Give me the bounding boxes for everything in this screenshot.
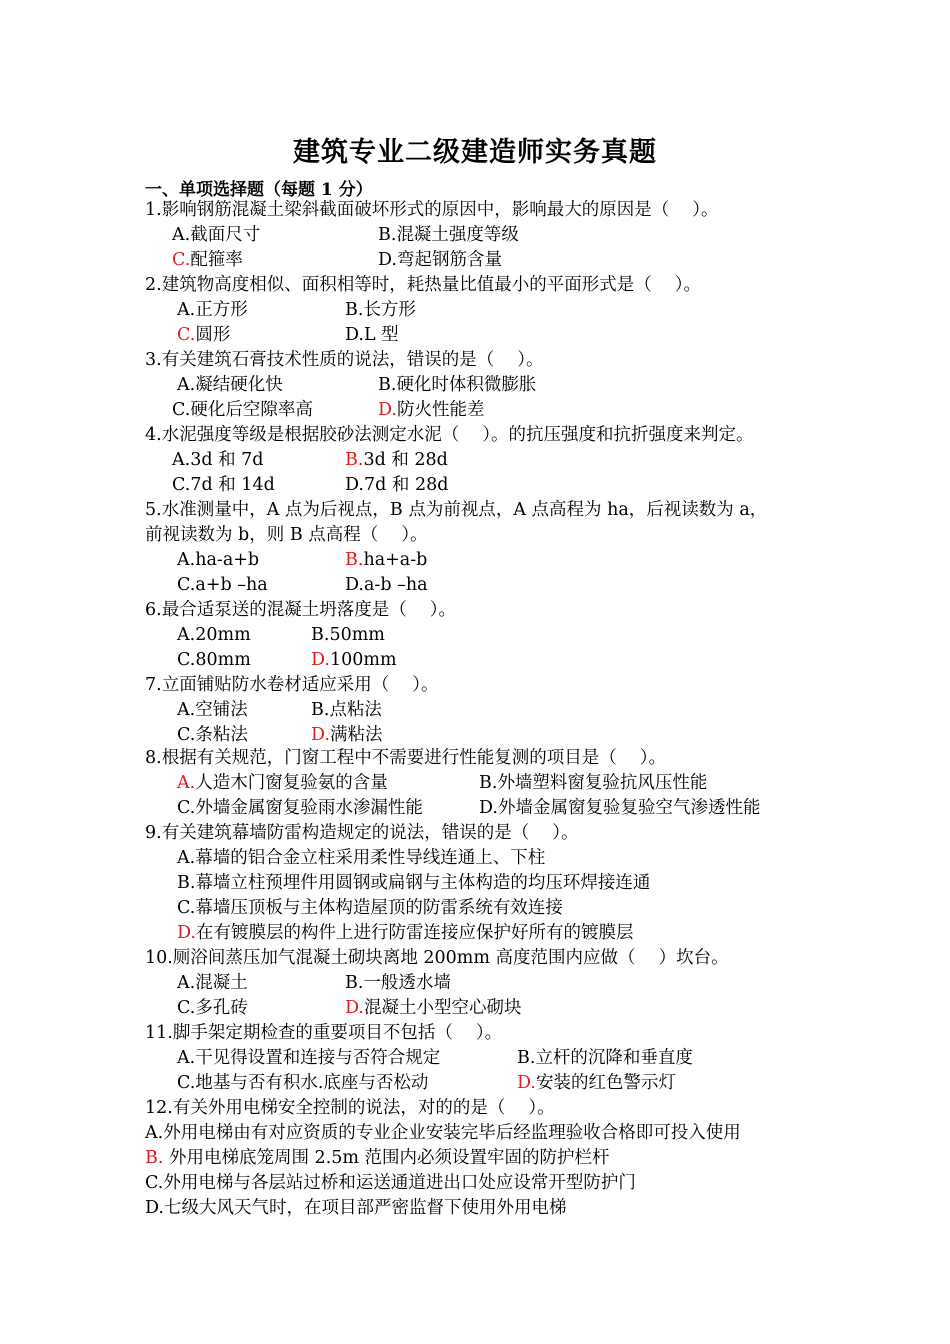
option-a: A.正方形	[177, 300, 248, 320]
option-c: C.配箍率	[172, 250, 243, 270]
answer-mark: D.	[311, 650, 330, 670]
answer-mark: B.	[345, 450, 364, 470]
option-c: C.外墙金属窗复验雨水渗漏性能	[177, 798, 423, 818]
option-a: A.空铺法	[177, 700, 248, 720]
option-c: C.地基与否有积水.底座与否松动	[177, 1073, 429, 1093]
option-a: A.20mm	[177, 625, 251, 645]
option-d: D.在有镀膜层的构件上进行防雷连接应保护好所有的镀膜层	[177, 923, 634, 943]
question-stem: 3.有关建筑石膏技术性质的说法，错误的是（ ）。	[145, 350, 544, 370]
question-stem: 2.建筑物高度相似、面积相等时，耗热量比值最小的平面形式是（ ）。	[145, 275, 702, 295]
option-b: B.点粘法	[311, 700, 382, 720]
option-b: B.50mm	[311, 625, 385, 645]
answer-mark: C.	[177, 325, 196, 345]
answer-mark: D.	[177, 923, 196, 943]
answer-mark: D.	[311, 725, 330, 745]
option-b: B.长方形	[345, 300, 416, 320]
option-d: D.外墙金属窗复验复验空气渗透性能	[479, 798, 761, 818]
option-d: D.100mm	[311, 650, 397, 670]
answer-mark: A.	[177, 773, 196, 793]
option-a: A.外用电梯由有对应资质的专业企业安装完毕后经监理验收合格即可投入使用	[145, 1123, 741, 1143]
option-c: C.圆形	[177, 325, 231, 345]
question-stem-continued: 前视读数为 b，则 B 点高程（ ）。	[145, 525, 428, 545]
option-b: B.硬化时体积微膨胀	[378, 375, 537, 395]
option-d: D.满粘法	[311, 725, 383, 745]
answer-mark: D.	[378, 400, 397, 420]
option-d: D.安装的红色警示灯	[517, 1073, 676, 1093]
question-stem: 4.水泥强度等级是根据胶砂法测定水泥（ ）。的抗压强度和抗折强度来判定。	[145, 425, 754, 445]
option-c: C.a+b –ha	[177, 575, 268, 595]
option-b: B.混凝土强度等级	[378, 225, 519, 245]
question-stem: 9.有关建筑幕墙防雷构造规定的说法，错误的是（ ）。	[145, 823, 579, 843]
question-stem: 6.最合适泵送的混凝土坍落度是（ ）。	[145, 600, 457, 620]
option-a: A.ha-a+b	[177, 550, 260, 570]
option-a: A.干见得设置和连接与否符合规定	[177, 1048, 441, 1068]
option-b: B.一般透水墙	[345, 973, 451, 993]
option-a: A.凝结硬化快	[177, 375, 283, 395]
question-stem: 11.脚手架定期检查的重要项目不包括（ ）。	[145, 1023, 503, 1043]
question-stem: 7.立面铺贴防水卷材适应采用（ ）。	[145, 675, 439, 695]
option-a: A.3d 和 7d	[172, 450, 264, 470]
answer-mark: B.	[345, 550, 364, 570]
option-d: D.弯起钢筋含量	[378, 250, 502, 270]
option-b: B.幕墙立柱预埋件用圆钢或扁钢与主体构造的均压环焊接连通	[177, 873, 651, 893]
option-a: A.混凝土	[177, 973, 248, 993]
page-title: 建筑专业二级建造师实务真题	[293, 137, 657, 168]
answer-mark: C.	[172, 250, 191, 270]
option-d: D.混凝土小型空心砌块	[345, 998, 522, 1018]
option-d: D.L 型	[345, 325, 399, 345]
option-b: B.ha+a-b	[345, 550, 428, 570]
answer-mark: B.	[145, 1148, 164, 1168]
option-b: B.3d 和 28d	[345, 450, 448, 470]
option-c: C.幕墙压顶板与主体构造屋顶的防雷系统有效连接	[177, 898, 563, 918]
option-d: D.七级大风天气时，在项目部严密监督下使用外用电梯	[145, 1198, 567, 1218]
option-d: D.a-b –ha	[345, 575, 428, 595]
option-b: B.立杆的沉降和垂直度	[517, 1048, 693, 1068]
answer-mark: D.	[517, 1073, 536, 1093]
question-stem: 12.有关外用电梯安全控制的说法，对的的是（ ）。	[145, 1098, 555, 1118]
section-heading: 一、单项选择题（每题 1 分）	[145, 180, 373, 200]
option-b: B. 外用电梯底笼周围 2.5m 范围内必须设置牢固的防护栏杆	[145, 1148, 610, 1168]
option-c: C.80mm	[177, 650, 251, 670]
option-d: D.7d 和 28d	[345, 475, 449, 495]
option-b: B.外墙塑料窗复验抗风压性能	[479, 773, 708, 793]
answer-mark: D.	[345, 998, 364, 1018]
option-c: C.多孔砖	[177, 998, 248, 1018]
option-a: A.人造木门窗复验氨的含量	[177, 773, 388, 793]
option-c: C.硬化后空隙率高	[172, 400, 313, 420]
option-c: C.外用电梯与各层站过桥和运送通道进出口处应设常开型防护门	[145, 1173, 636, 1193]
option-d: D.防火性能差	[378, 400, 485, 420]
question-stem: 1.影响钢筋混凝土梁斜截面破坏形式的原因中，影响最大的原因是（ ）。	[145, 200, 719, 220]
question-stem: 10.厕浴间蒸压加气混凝土砌块离地 200mm 高度范围内应做（ ）坎台。	[145, 948, 729, 968]
option-c: C.7d 和 14d	[172, 475, 275, 495]
option-a: A.幕墙的铝合金立柱采用柔性导线连通上、下柱	[177, 848, 546, 868]
question-stem: 8.根据有关规范，门窗工程中不需要进行性能复测的项目是（ ）。	[145, 748, 667, 768]
option-a: A.截面尺寸	[172, 225, 261, 245]
option-c: C.条粘法	[177, 725, 248, 745]
question-stem: 5.水准测量中，A 点为后视点，B 点为前视点，A 点高程为 ha，后视读数为 a，	[145, 500, 768, 520]
